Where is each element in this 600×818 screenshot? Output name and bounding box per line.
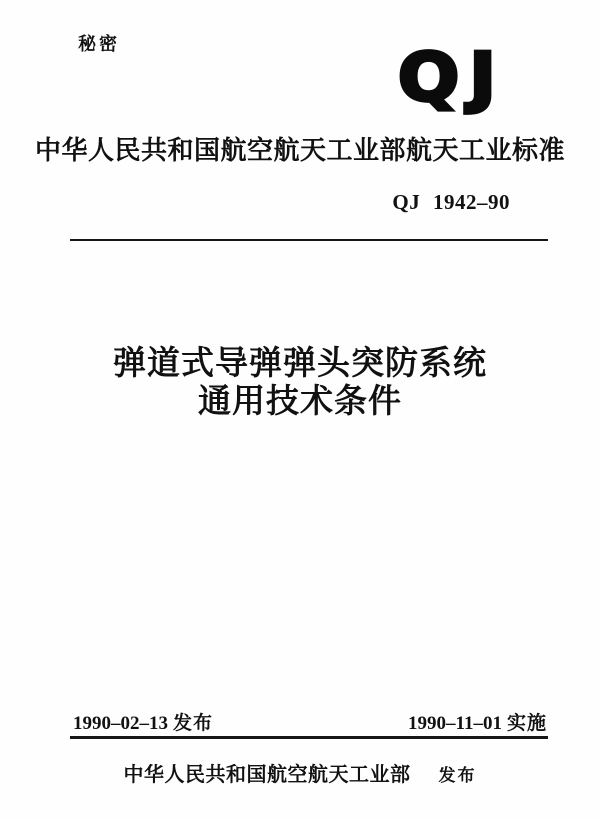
implement-date-item bbox=[408, 708, 547, 735]
standard-number: QJ 1942–90 bbox=[392, 190, 510, 214]
implement-date-label: 实施 bbox=[506, 713, 547, 734]
issue-date-item bbox=[73, 708, 213, 735]
divider-top bbox=[70, 239, 548, 241]
issue-date: 1990–02–13 bbox=[73, 713, 168, 734]
org-standard-title: 中华人民共和国航空航天工业部航天工业标准 bbox=[34, 135, 565, 165]
publisher-row bbox=[0, 758, 600, 787]
implement-date: 1990–11–01 bbox=[408, 713, 502, 734]
qj-logo: QJ bbox=[398, 38, 506, 116]
document-title-line2: 通用技术条件 bbox=[198, 382, 402, 419]
divider-bottom bbox=[70, 736, 548, 739]
document-title-line1: 弹道式导弹弹头突防系统 bbox=[113, 344, 487, 381]
classification-label: 秘密 bbox=[78, 34, 120, 54]
dates-row bbox=[0, 708, 600, 735]
document-title bbox=[0, 344, 600, 420]
publisher-action-label: 发布 bbox=[438, 766, 477, 785]
publisher-name: 中华人民共和国航空航天工业部 bbox=[123, 764, 411, 786]
issue-date-label: 发布 bbox=[173, 713, 214, 734]
